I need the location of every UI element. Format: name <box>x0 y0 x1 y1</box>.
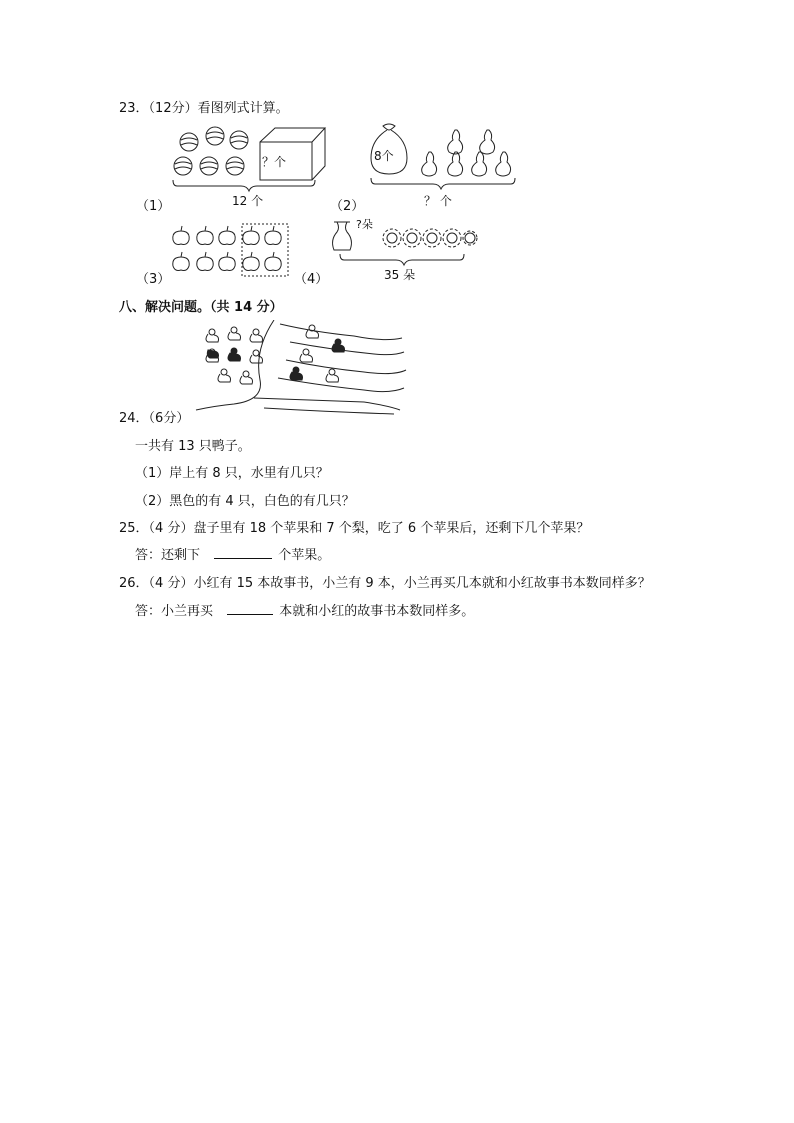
question-26-title: 26．（4 分）小红有 15 本故事书，小兰有 9 本，小兰再买几本就和小红故事书本数同样多？ <box>119 576 651 591</box>
duck-icon <box>240 371 253 384</box>
duck-icon <box>332 339 345 352</box>
duck-icon <box>306 325 319 338</box>
box-label: ？个 <box>262 155 287 169</box>
question-25-title: 25．（4 分）盘子里有 18 个苹果和 7 个梨，吃了 6 个苹果后，还剩下几个苹果？ <box>119 521 590 536</box>
question-24-intro: 一共有 13 只鸭子。 <box>135 439 251 454</box>
apple-icon <box>265 226 281 245</box>
answer-prefix: 答：还剩下 <box>135 548 201 563</box>
pear-icon <box>472 152 487 176</box>
answer-prefix: 答：小兰再买 <box>135 604 214 619</box>
answer-suffix: 个苹果。 <box>278 548 331 563</box>
brace <box>340 254 464 265</box>
apple-icon <box>243 226 259 245</box>
figure-vase-flowers <box>328 216 478 268</box>
figure2-total: ？ 个 <box>424 194 452 208</box>
figure1-label: （1） <box>136 199 171 214</box>
shore-line <box>196 320 274 410</box>
duck-icon <box>207 350 218 358</box>
duck-icon <box>300 349 313 362</box>
ball-icon <box>180 133 198 151</box>
ball-icon <box>206 127 224 145</box>
flower-icon <box>403 229 421 247</box>
flower-icon <box>443 229 461 247</box>
flower-icon <box>463 231 477 245</box>
pear-icon <box>448 152 463 176</box>
duck-icon <box>228 348 241 361</box>
vase-label: ?朵 <box>356 218 373 231</box>
ball-icon <box>230 131 248 149</box>
duck-icon <box>250 350 263 363</box>
question-24-sub1: （1）岸上有 8 只，水里有几只？ <box>135 466 329 481</box>
figure1-total: 12 个 <box>232 194 264 208</box>
duck-icon <box>290 367 303 380</box>
flower-icon <box>383 229 401 247</box>
pear-icon <box>480 130 495 154</box>
vase-icon <box>333 222 352 250</box>
dashed-frame <box>242 224 288 276</box>
answer-blank[interactable] <box>214 546 272 559</box>
apple-icon <box>197 226 213 245</box>
figure3-label: （3） <box>136 272 171 287</box>
question-25-answer <box>135 544 330 563</box>
duck-icon <box>228 327 241 340</box>
apple-icon <box>265 252 281 271</box>
flower-icon <box>423 229 441 247</box>
ball-icon <box>200 157 218 175</box>
pear-icon <box>496 152 511 176</box>
pear-icon <box>448 130 463 154</box>
apple-icon <box>219 226 235 245</box>
duck-icon <box>218 369 231 382</box>
apple-icon <box>243 252 259 271</box>
pear-icon <box>422 152 437 176</box>
duck-icon <box>206 329 219 342</box>
question-24-title: 24．（6分） <box>119 411 190 426</box>
question-24-sub2: （2）黑色的有 4 只，白色的有几只？ <box>135 494 355 509</box>
bag-label: 8个 <box>374 149 394 163</box>
answer-blank[interactable] <box>227 602 273 615</box>
question-26-answer <box>135 600 474 619</box>
apple-icon <box>219 252 235 271</box>
figure-apples <box>170 222 292 278</box>
figure-ducks <box>194 320 409 415</box>
duck-icon <box>250 329 263 342</box>
duck-icon <box>326 369 339 382</box>
figure2-label: （2） <box>330 199 365 214</box>
figure4-label: （4） <box>294 272 329 287</box>
brace <box>371 178 515 189</box>
answer-suffix: 本就和小红的故事书本数同样多。 <box>279 604 475 619</box>
question-23-title: 23．（12分）看图列式计算。 <box>119 101 289 116</box>
apple-icon <box>173 226 189 245</box>
figure4-total: 35 朵 <box>384 268 416 282</box>
apple-icon <box>173 252 189 271</box>
section-8-title: 八、解决问题。（共 14 分） <box>119 300 283 315</box>
ball-icon <box>226 157 244 175</box>
ball-icon <box>174 157 192 175</box>
water-waves <box>254 324 406 414</box>
apple-icon <box>197 252 213 271</box>
brace <box>173 180 315 191</box>
